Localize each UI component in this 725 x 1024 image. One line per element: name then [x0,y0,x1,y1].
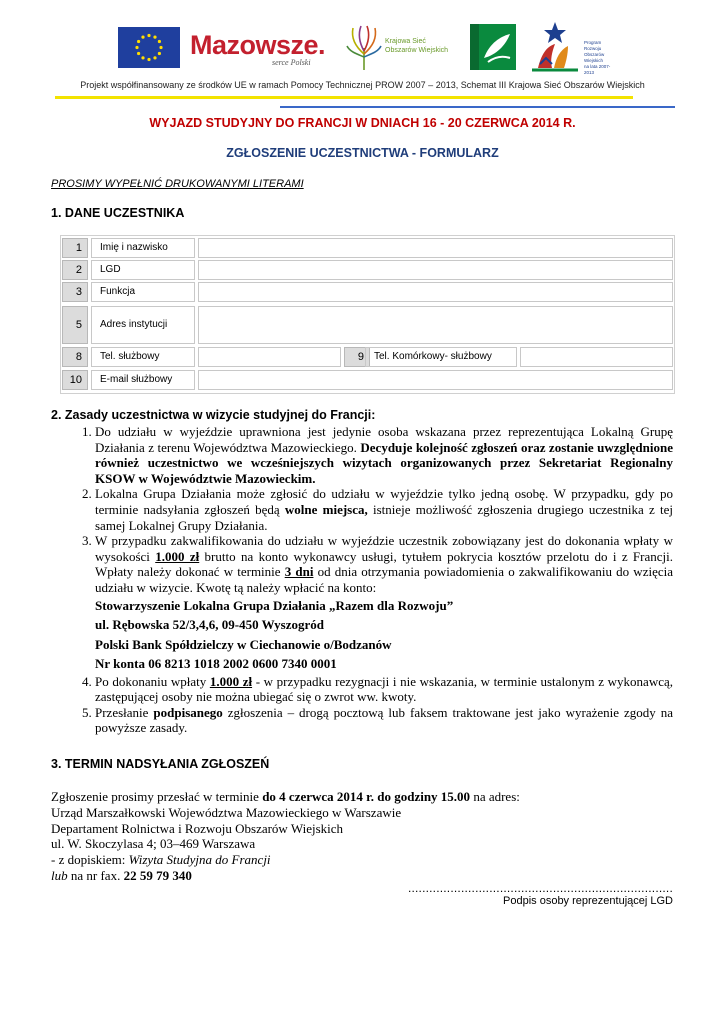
function-input[interactable] [198,282,673,302]
prow-logo [528,18,618,75]
row-number: 10 [62,370,88,390]
prow-text-line5: na lata 2007-2013 [584,64,611,75]
leader-logo-icon [470,24,516,70]
signature-line: ........................................................................... [407,881,673,895]
prow-emblem-icon [528,18,582,72]
signature-label: Podpis osoby reprezentującej LGD [503,895,673,907]
rule-item: 1. Do udziału w wyjeździe uprawniona jest jedynie osoba wskazana przez reprezentująca Lokalną Grupę Działania z terenu Województwa Mazowieckiego. Decyduje kolejność zgłoszeń oraz zostanie uwzględnione również uczestnictwo we wcześniejszych wizytach organizowanych przez Sekretariat Regionalny KSOW w Województwie Mazowieckim. [95,424,673,486]
submission-terms [51,789,673,884]
field-label: Imię i nazwisko [91,238,195,258]
field-label: Funkcja [91,282,195,302]
mazowsze-tagline: serce Polski [272,58,311,67]
document-subtitle: ZGŁOSZENIE UCZESTNICTWA - FORMULARZ [226,146,499,160]
row-number: 5 [62,306,88,344]
section3-heading: 3. TERMIN NADSYŁANIA ZGŁOSZEŃ [51,757,270,771]
rule-item: 3. W przypadku zakwalifikowania do udziału w wyjeździe uczestnik zobowiązany jest do dokonania wpłaty w wysokości 1.000 zł brutto na konto wykonawcy usługi, tytułem pokrycia kosztów przelotu do i z Francji. Wpłaty należy dokonać w terminie 3 dni od dnia otrzymania powiadomienia o zakwalifikowaniu do wzięcia udziału w wizycie. Kwotę tą należy wpłacić na konto: [95,533,673,595]
field-label: Tel. Komórkowy- służbowy [365,347,517,367]
account-address: ul. Rębowska 52/3,4,6, 09-450 Wyszogród [95,617,324,633]
prow-text-line4: Wiejskich [584,58,604,63]
row-number: 1 [62,238,88,258]
terms-line: Zgłoszenie prosimy przesłać w terminie do 4 czerwca 2014 r. do godziny 15.00 na adres: [51,789,520,804]
name-input[interactable] [198,238,673,258]
account-name: Stowarzyszenie Lokalna Grupa Działania „Razem dla Rozwoju” [95,597,454,613]
prow-text-line3: Obszarów [584,52,605,57]
terms-line: Departament Rolnictwa i Rozwoju Obszarów Wiejskich [51,820,344,836]
terms-line: - z dopiskiem: Wizyta Studyjna do Francji [51,852,271,868]
mazowsze-logo [190,30,332,72]
terms-line: ul. W. Skoczylasa 4; 03–469 Warszawa [51,836,256,852]
mobile-phone-input[interactable] [520,347,673,367]
project-funding-line: Projekt współfinansowany ze środków UE w ramach Pomocy Technicznej PROW 2007 – 2013, Schemat III Krajowa Sieć Obszarów Wiejskich [80,80,645,90]
ksow-text-line1: Krajowa Sieć [385,38,426,45]
field-label: Adres instytucji [91,306,195,344]
work-phone-input[interactable] [198,347,341,367]
row-number: 8 [62,347,88,367]
rule-item: 4. Po dokonaniu wpłaty 1.000 zł - w przypadku rezygnacji i nie wskazania, w terminie ustalonym z wykonawcą, zastępującej osoby nie można ubiegać się o zwrot ww. kwoty. [95,674,673,705]
document-title: WYJAZD STUDYJNY DO FRANCJI W DNIACH 16 - 20 CZERWCA 2014 R. [149,116,576,130]
mazowsze-wordmark: Mazowsze. [190,30,326,60]
email-input[interactable] [198,370,673,390]
address-input[interactable] [198,306,673,344]
row-number: 3 [62,282,88,302]
ksow-text-line2: Obszarów Wiejskich [385,47,449,54]
prow-text-line1: Program [584,40,602,45]
participant-form [60,235,675,394]
field-label: LGD [91,260,195,280]
terms-line: Urząd Marszałkowski Województwa Mazowieckiego w Warszawie [51,804,402,820]
ksow-logo [345,24,455,72]
row-number: 2 [62,260,88,280]
field-label: E-mail służbowy [91,370,195,390]
rule-item: 2. Lokalna Grupa Działania może zgłosić do udziału w wyjeździe tylko jedną osobę. W przypadku, gdy po terminie nadsyłania zgłoszeń będą wolne miejsca, istnieje możliwość zgłoszenia drugiego uczestnika z tej samej Lokalnej Grupy Działania. [95,486,673,533]
ksow-tree-icon [345,24,383,72]
fill-instruction: PROSIMY WYPEŁNIĆ DRUKOWANYMI LITERAMI [51,178,304,190]
yellow-divider [55,96,633,99]
participation-rules [51,424,673,736]
account-number: Nr konta 06 8213 1018 2002 0600 7340 0001 [95,656,337,672]
lgd-input[interactable] [198,260,673,280]
prow-text-line2: Rozwoju [584,46,602,51]
rule-item: 5. Przesłanie podpisanego zgłoszenia – drogą pocztową lub faksem traktowane jest jako wyrażenie zgody na powyższe zasady. [95,705,673,736]
eu-flag-icon [118,27,180,68]
blue-divider [280,106,675,108]
section2-heading: 2. Zasady uczestnictwa w wizycie studyjnej do Francji: [51,408,376,422]
row-number: 9 [344,347,370,367]
account-bank: Polski Bank Spółdzielczy w Ciechanowie o/Bodzanów [95,636,392,652]
section1-heading: 1. DANE UCZESTNIKA [51,206,185,220]
field-label: Tel. służbowy [91,347,195,367]
terms-line: lub na nr fax. 22 59 79 340 [51,867,192,883]
